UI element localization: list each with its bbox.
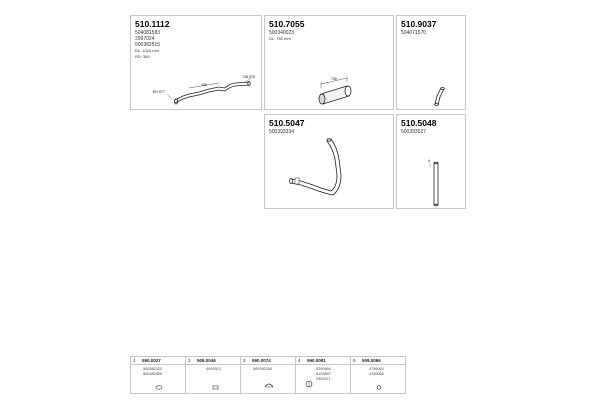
accessory-cell[interactable] — [296, 357, 351, 393]
part-number: 510.9037 — [401, 19, 437, 29]
accessory-cell[interactable] — [186, 357, 241, 393]
muffler-end — [319, 94, 325, 104]
oem-ref: 504071570 — [401, 30, 427, 36]
drawing-label: 730 — [331, 77, 337, 81]
pipe-end — [434, 162, 438, 164]
tailpipe-drawing — [265, 115, 395, 210]
accessory-ref: 0393371 — [316, 377, 331, 381]
accessory-ref: 0290484 — [316, 367, 331, 371]
oem-ref: 504081583 — [135, 30, 161, 36]
accessory-ref: 500382322 — [143, 367, 163, 371]
part-number: 510.5048 — [401, 118, 437, 128]
drawing-label: OD 070 — [243, 75, 256, 79]
part-panel-510-5047[interactable] — [264, 114, 394, 209]
accessory-ref: 500392260 — [253, 367, 273, 371]
elbow-end — [441, 88, 445, 90]
drawing-label: 105 — [201, 83, 207, 87]
pipe-bend — [225, 85, 249, 91]
accessory-code: 509.0046 — [197, 358, 216, 363]
part-number: 510.1112 — [135, 19, 170, 29]
tailpipe-flange — [327, 139, 331, 141]
accessory-index: 3 — [243, 358, 246, 363]
nut-icon — [375, 385, 383, 390]
accessory-code: 509.0066 — [362, 358, 381, 363]
elbow-pipe-drawing — [397, 16, 467, 111]
accessory-cell[interactable] — [131, 357, 186, 393]
dimension-note: RD: 380 — [135, 54, 150, 59]
accessory-index: 2 — [188, 358, 191, 363]
oem-ref: 500340023 — [269, 30, 295, 36]
exhaust-pipe-drawing — [131, 16, 263, 111]
clamp — [295, 178, 299, 184]
part-panel-510-7055[interactable] — [264, 15, 394, 110]
pipe-end — [434, 204, 438, 206]
accessory-code: 590.0081 — [307, 358, 326, 363]
hanger-icon — [304, 379, 314, 389]
oem-ref: 500382515 — [135, 42, 161, 48]
muffler-end — [345, 86, 351, 96]
accessory-cell[interactable] — [351, 357, 405, 393]
part-panel-510-5048[interactable] — [396, 114, 466, 209]
gasket-icon — [155, 385, 163, 390]
drawing-label: 4 — [428, 159, 430, 163]
bolt-icon — [212, 385, 220, 390]
accessories-table — [130, 356, 406, 394]
clamp-icon — [263, 381, 275, 390]
muffler-drawing — [265, 16, 395, 111]
accessory-ref: 500382855 — [143, 372, 163, 376]
oem-ref: 2997024 — [135, 36, 155, 42]
accessory-ref: 4093313 — [206, 367, 221, 371]
dimension-note: DL: 750 mm — [269, 36, 291, 41]
accessory-ref: 4756066 — [369, 372, 384, 376]
drawing-label: EH 077 — [153, 90, 165, 94]
oem-ref: 500393527 — [401, 129, 427, 135]
part-number: 510.7055 — [269, 19, 305, 29]
accessory-ref: 4756063 — [369, 367, 384, 371]
accessory-code: 590.0027 — [142, 358, 161, 363]
leader-line — [167, 94, 173, 100]
part-panel-510-9037[interactable] — [396, 15, 466, 110]
accessory-index: 4 — [298, 358, 301, 363]
part-number: 510.5047 — [269, 118, 305, 128]
straight-pipe-drawing — [397, 115, 467, 210]
pipe-body — [175, 87, 225, 100]
accessory-index: 1 — [133, 358, 136, 363]
part-panel-510-1112[interactable] — [130, 15, 262, 110]
accessory-ref: 8153897 — [316, 372, 331, 376]
oem-ref: 500393334 — [269, 129, 295, 135]
accessory-cell[interactable] — [241, 357, 296, 393]
dimension-note: DL: 1020 mm — [135, 48, 160, 53]
accessory-index: 5 — [353, 358, 356, 363]
accessory-code: 590.0074 — [252, 358, 271, 363]
